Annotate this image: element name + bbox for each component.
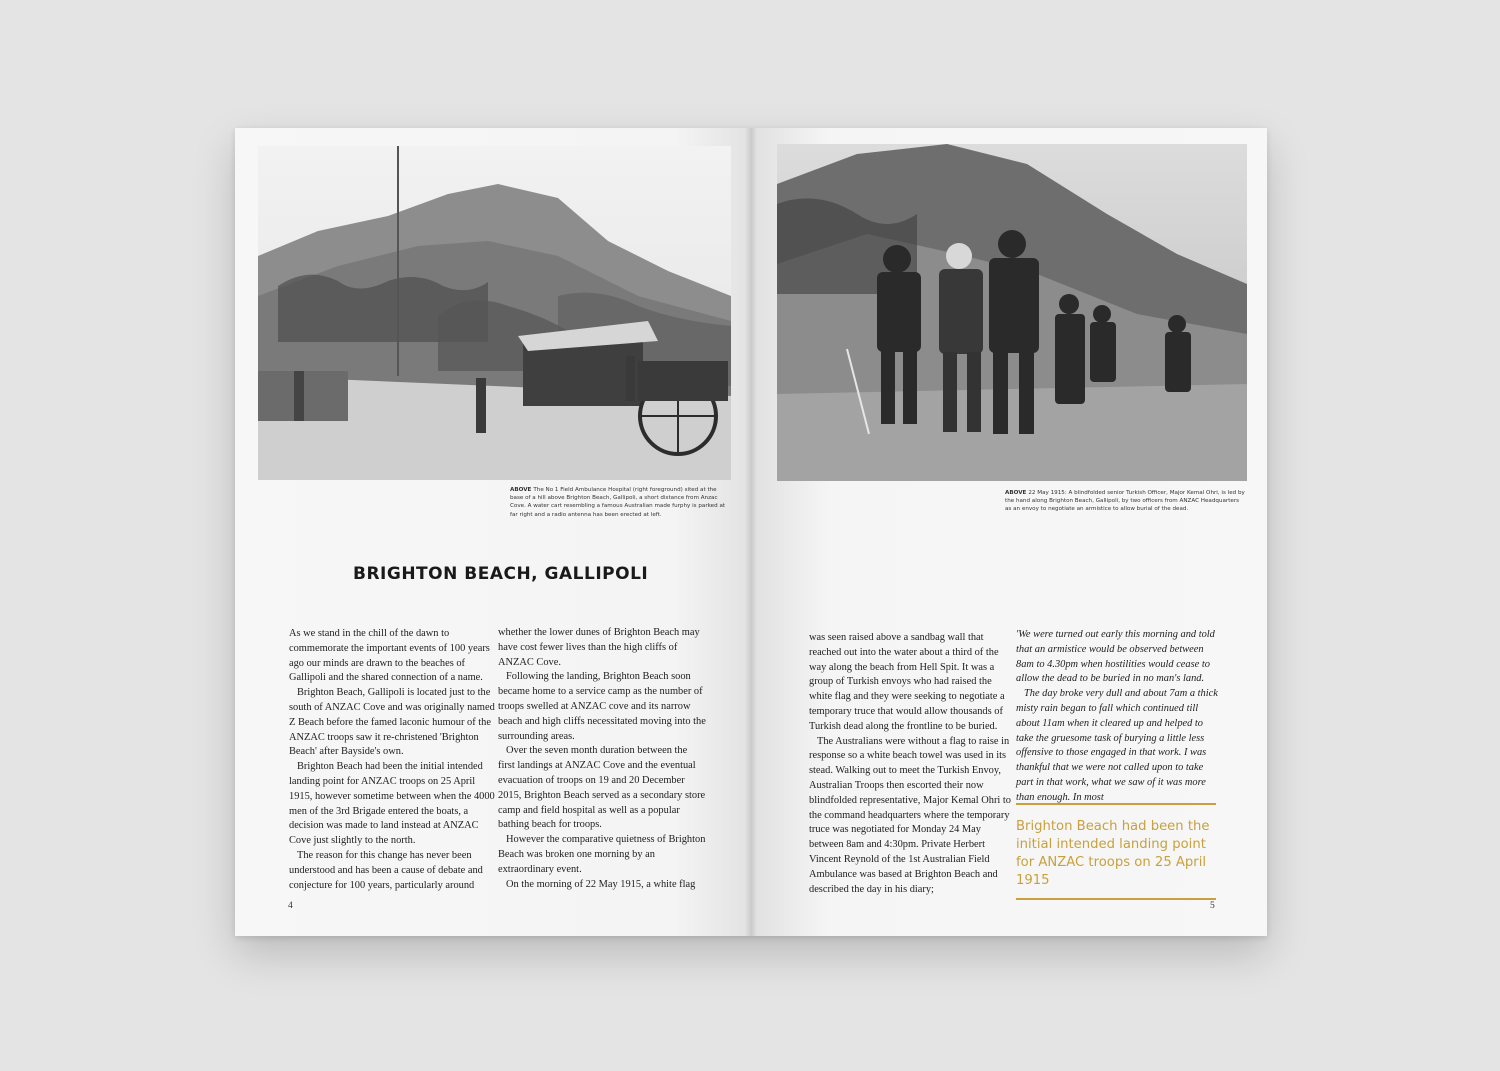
photo-blindfolded-officer xyxy=(777,144,1247,481)
caption-label: ABOVE xyxy=(510,487,532,493)
paragraph: was seen raised above a sandbag wall that reached out into the water about a third of the way along the beach from Hell Spit. It was a group of Turkish envoys who had raised the white flag and they were seeking to negotiate a temporary truce that would allow thousands of Turkish dead along the frontline to be buried. xyxy=(809,632,1005,732)
pull-quote: Brighton Beach had been the initial intended landing point for ANZAC troops on 25 April 1915 xyxy=(1016,803,1216,900)
left-page xyxy=(235,128,751,936)
paragraph: As we stand in the chill of the dawn to commemorate the important events of 100 years ago our minds are drawn to the beaches of Gallipoli and the shared connection of a name. xyxy=(289,628,490,684)
photo-caption xyxy=(1005,489,1247,514)
caption-text: 22 May 1915: A blindfolded senior Turkish Officer, Major Kemal Ohri, is led by the hand along Brighton Beach, Gallipoli, by two officers from ANZAC Headquarters as an envoy to negotiate an armistice to allow burial of the dead. xyxy=(1005,490,1245,513)
paragraph: Following the landing, Brighton Beach soon became home to a service camp as the number of troops swelled at ANZAC cove and its narrow beach and high cliffs necessitated moving into the surrounding areas. xyxy=(498,671,706,742)
page-number: 5 xyxy=(1210,901,1215,911)
paragraph: However the comparative quietness of Brighton Beach was broken one morning by an extraordinary event. xyxy=(498,834,706,875)
paragraph: The reason for this change has never been understood and has been a cause of debate and conjecture for 100 years, particularly around xyxy=(289,849,483,891)
caption-label: ABOVE xyxy=(1005,490,1027,496)
spine-gutter xyxy=(745,128,757,936)
right-page xyxy=(751,128,1267,936)
paragraph: On the morning of 22 May 1915, a white flag xyxy=(506,878,696,890)
page-number: 4 xyxy=(288,901,293,911)
text-column-3 xyxy=(809,631,1015,897)
text-column-2 xyxy=(498,626,706,892)
photo-caption xyxy=(510,486,730,519)
photo-field-ambulance-hospital xyxy=(258,146,731,480)
diary-quote-column xyxy=(1016,628,1218,806)
magazine-spread xyxy=(235,128,1267,936)
paragraph: The Australians were without a flag to raise in response so a white beach towel was used in its stead. Walking out to meet the Turkish Envoy, Australian Troops then escorted their now blindfolded representative, Major Kemal Ohri to the command headquarters where the temporary truce was negotiated for Monday 24 May between 8am and 4:30pm. Private Herbert Vincent Reynold of the 1st Australian Field Ambulance was based at Brighton Beach and described the day in his diary; xyxy=(809,735,1011,895)
article-heading: BRIGHTON BEACH, GALLIPOLI xyxy=(353,564,649,584)
paragraph: whether the lower dunes of Brighton Beach may have cost fewer lives than the high cliffs of ANZAC Cove. xyxy=(498,627,700,668)
caption-text: The No 1 Field Ambulance Hospital (right foreground) sited at the base of a hill above Brighton Beach, Gallipoli, a short distance from Anzac Cove. A water cart resembling a famous Australian made furphy is parked at far right and a radio antenna has been erected at left. xyxy=(510,487,726,518)
text-column-1 xyxy=(289,627,495,893)
paragraph: The day broke very dull and about 7am a thick misty rain began to fall which continued till about 11am when it cleared up and helped to take the gruesome task of burying a little less offensive to those engaged in that work. I was thankful that we were not called upon to take part in that work, what we saw of it was more than enough. In most xyxy=(1016,688,1218,803)
paragraph: Brighton Beach, Gallipoli is located just to the south of ANZAC Cove and was originally named Z Beach before the famed laconic humour of the ANZAC troops saw it re-christened 'Brighton Beach' after Bayside's own. xyxy=(289,687,495,758)
paragraph: 'We were turned out early this morning and told that an armistice would be observed between 8am to 4.30pm when hostilities would cease to allow the dead to be buried in no man's land. xyxy=(1016,629,1215,685)
paragraph: Over the seven month duration between the first landings at ANZAC Cove and the eventual evacuation of troops on 19 and 20 December 2015, Brighton Beach served as a secondary store camp and field hospital as well as a popular bathing beach for troops. xyxy=(498,745,706,831)
paragraph: Brighton Beach had been the initial intended landing point for ANZAC troops on 25 April 1915, however sometime between when the 4000 men of the 3rd Brigade entered the boats, a decision was made to land instead at ANZAC Cove just slightly to the north. xyxy=(289,761,495,847)
